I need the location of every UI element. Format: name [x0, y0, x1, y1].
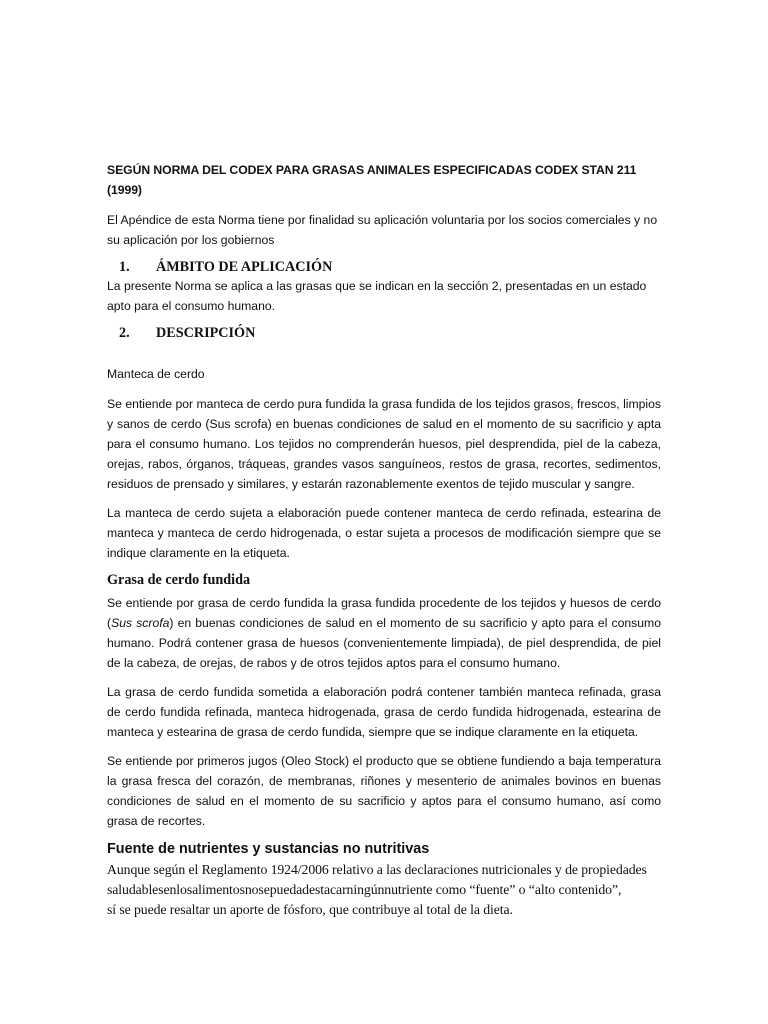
fuente-paragraph: [107, 860, 661, 920]
grasa-paragraph-3: Se entiende por primeros jugos (Oleo Stock) el producto que se obtiene fundiendo a baja temperatura la grasa fresca del corazón, de membranas, riñones y mesenterio de animales bovinos en buenas condiciones de salud en el momento de su sacrificio y aptos para el consumo humano, así como grasa de recortes.: [107, 754, 661, 828]
section-2-heading: [107, 324, 661, 342]
manteca-heading: Manteca de cerdo: [107, 367, 205, 381]
section-2-title: DESCRIPCIÓN: [156, 325, 256, 341]
section-1-title: ÁMBITO DE APLICACIÓN: [156, 259, 333, 275]
grasa-paragraph-1-species: Sus scrofa: [111, 616, 170, 630]
section-1-heading: [107, 258, 661, 276]
section-1-number: 1.: [119, 259, 130, 275]
manteca-paragraph-2: La manteca de cerdo sujeta a elaboración puede contener manteca de cerdo refinada, estearina de manteca y manteca de cerdo hidrogenada, o estar sujeta a procesos de modificación siempre que se indique claramente en la etiqueta.: [107, 506, 661, 560]
intro-paragraph: El Apéndice de esta Norma tiene por finalidad su aplicación voluntaria por los socios comerciales y no su aplicación por los gobiernos: [107, 213, 658, 247]
grasa-paragraph-1-before: Se entiende por grasa de cerdo fundida la grasa fundida procedente de los tejidos y huesos de cerdo (: [107, 596, 661, 630]
grasa-paragraph-1: [107, 593, 661, 673]
grasa-heading: Grasa de cerdo fundida: [107, 572, 251, 588]
section-2-number: 2.: [119, 325, 130, 341]
grasa-paragraph-2: La grasa de cerdo fundida sometida a elaboración podrá contener también manteca refinada, grasa de cerdo fundida refinada, manteca hidrogenada, grasa de cerdo fundida hidrogenada, estearina de manteca y estearina de grasa de cerdo fundida, siempre que se indique claramente en la etiqueta.: [107, 685, 661, 739]
grasa-paragraph-1-after: ) en buenas condiciones de salud en el momento de su sacrificio y apto para el consumo humano. Podrá contener grasa de huesos (convenientemente limpiada), de piel desprendida, de piel de la cabeza, de orejas, de rabos y de otros tejidos aptos para el consumo humano.: [107, 616, 661, 670]
document-title: SEGÚN NORMA DEL CODEX PARA GRASAS ANIMALES ESPECIFICADAS CODEX STAN 211 (1999): [107, 163, 637, 197]
section-1-text: La presente Norma se aplica a las grasas que se indican en la sección 2, presentadas en un estado apto para el consumo humano.: [107, 279, 647, 313]
fuente-heading: Fuente de nutrientes y sustancias no nutritivas: [107, 841, 430, 857]
manteca-paragraph-1: Se entiende por manteca de cerdo pura fundida la grasa fundida de los tejidos grasos, frescos, limpios y sanos de cerdo (Sus scrofa) en buenas condiciones de salud en el momento de su sacrificio y apta para el consumo humano. Los tejidos no comprenderán huesos, piel desprendida, piel de la cabeza, orejas, rabos, órganos, tráqueas, grandes vasos sanguíneos, restos de grasa, recortes, sedimentos, residuos de prensado y similares, y estarán razonablemente exentos de tejido muscular y sangre.: [107, 397, 661, 491]
fuente-line-3: sí se puede resaltar un aporte de fósforo, que contribuye al total de la dieta.: [107, 902, 513, 917]
fuente-line-1: Aunque según el Reglamento 1924/2006 relativo a las declaraciones nutricionales y de propiedades: [107, 862, 647, 877]
fuente-line-2: saludablesenlosalimentosnosepuedadestacarningúnnutriente como “fuente” o “alto contenido”,: [107, 882, 622, 897]
